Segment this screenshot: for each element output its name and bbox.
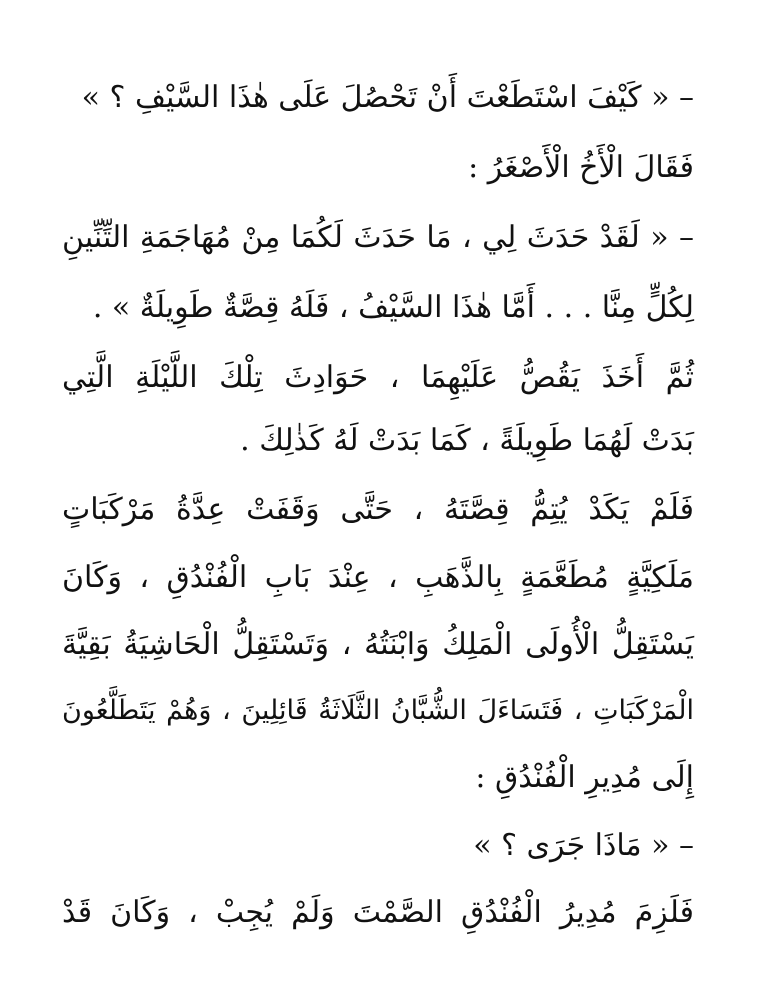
text-line-10: الْمَرْكَبَاتِ ، فَتَسَاءَلَ الشُّبَّانُ الثَّلَاثَةُ قَائِلِينَ ، وَهُمْ يَتَطَلَّعُونَ bbox=[62, 695, 694, 726]
text-line-11: إِلَى مُدِيرِ الْفُنْدُقِ : bbox=[475, 760, 694, 795]
text-line-8: مَلَكِيَّةٍ مُطَعَّمَةٍ بِالذَّهَبِ ، عِنْدَ بَابِ الْفُنْدُقِ ، وَكَانَ bbox=[62, 560, 694, 595]
text-line-6: بَدَتْ لَهُمَا طَوِيلَةً ، كَمَا بَدَتْ لَهُ كَذٰلِكَ . bbox=[240, 423, 694, 458]
text-line-12: – « مَاذَا جَرَى ؟ » bbox=[473, 828, 694, 863]
text-line-2: فَقَالَ الْأَخُ الْأَصْغَرُ : bbox=[468, 150, 694, 185]
text-line-3: – « لَقَدْ حَدَثَ لِي ، مَا حَدَثَ لَكُمَا مِنْ مُهَاجَمَةِ التِّنِّينِ bbox=[62, 220, 694, 255]
text-line-9: يَسْتَقِلُّ الْأُولَى الْمَلِكُ وَابْنَتُهُ ، وَتَسْتَقِلُّ الْحَاشِيَةُ بَقِيَّةَ bbox=[62, 627, 694, 662]
text-line-7: فَلَمْ يَكَدْ يُتِمُّ قِصَّتَهُ ، حَتَّى وَقَفَتْ عِدَّةُ مَرْكَبَاتٍ bbox=[62, 492, 694, 527]
text-line-13: فَلَزِمَ مُدِيرُ الْفُنْدُقِ الصَّمْتَ وَلَمْ يُجِبْ ، وَكَانَ قَدْ bbox=[62, 895, 694, 930]
text-line-1: – « كَيْفَ اسْتَطَعْتَ أَنْ تَحْصُلَ عَلَى هٰذَا السَّيْفِ ؟ » bbox=[81, 80, 694, 115]
text-line-4: لِكُلٍّ مِنَّا . . . أَمَّا هٰذَا السَّيْفُ ، فَلَهُ قِصَّةٌ طَوِيلَةٌ » . bbox=[92, 290, 694, 325]
text-line-5: ثُمَّ أَخَذَ يَقُصُّ عَلَيْهِمَا ، حَوَادِثَ تِلْكَ اللَّيْلَةِ الَّتِي bbox=[62, 360, 694, 395]
